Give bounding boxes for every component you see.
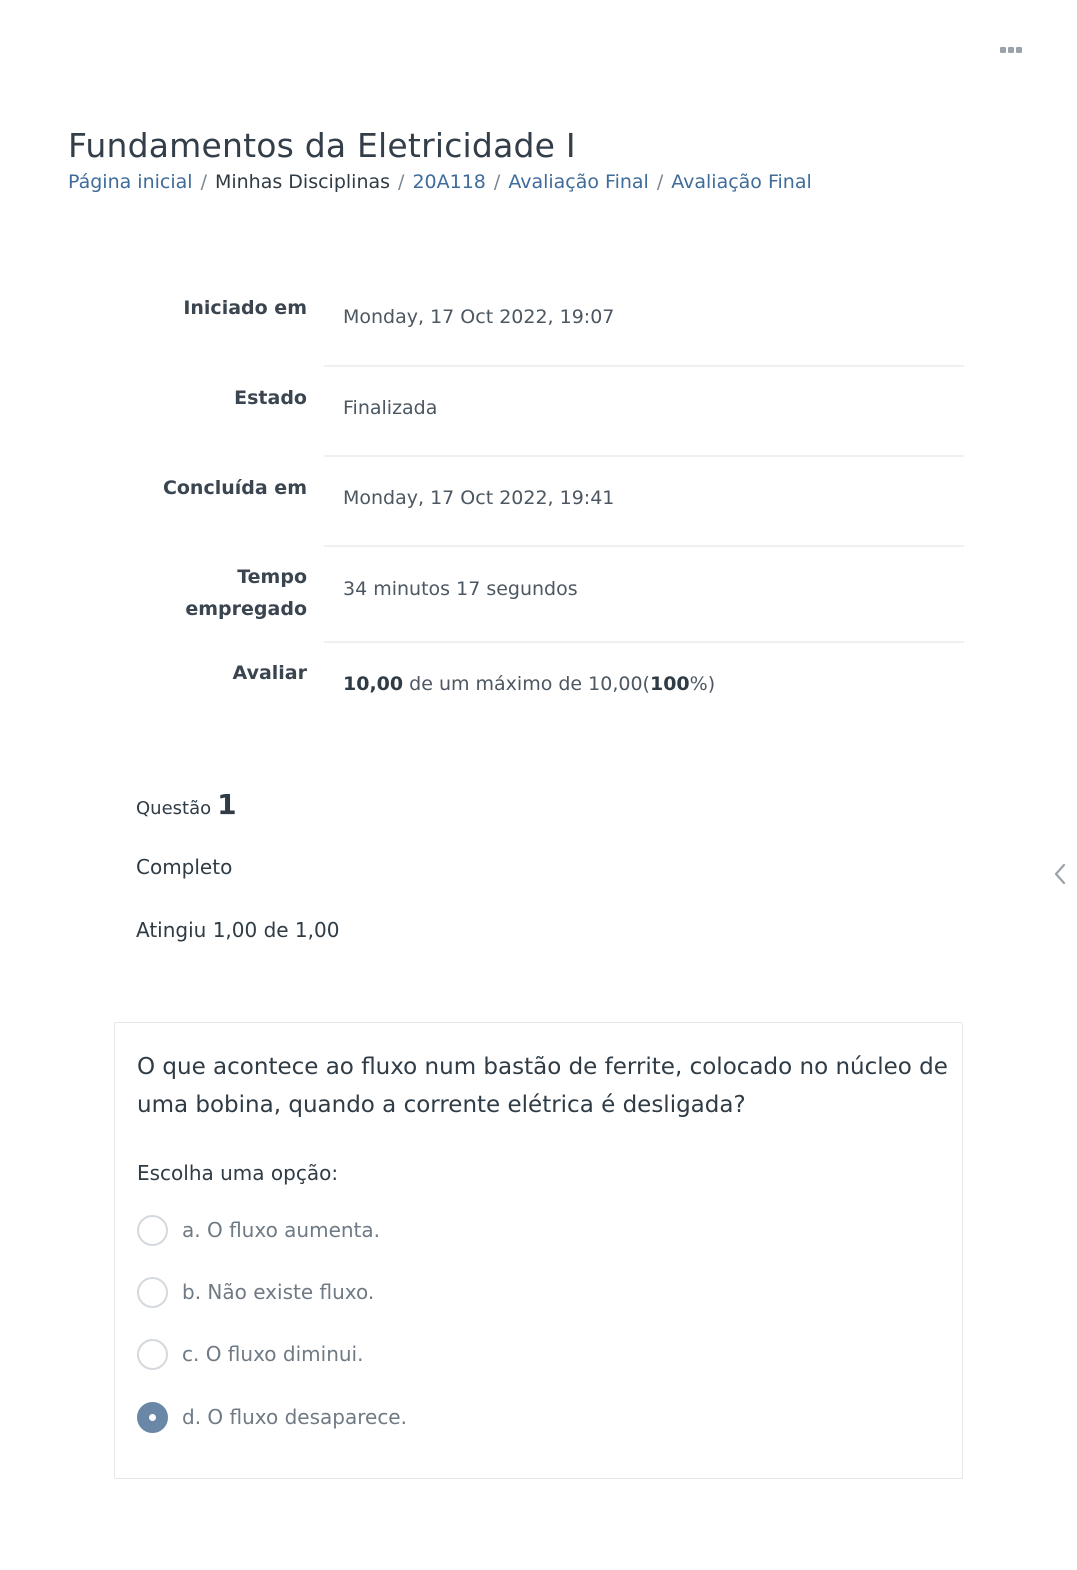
grade-percent: 100	[649, 673, 690, 695]
radio-button[interactable]	[137, 1215, 168, 1246]
breadcrumb-my-courses: Minhas Disciplinas	[214, 171, 391, 193]
breadcrumb-separator: /	[493, 171, 501, 193]
answer-option-c[interactable]	[137, 1338, 363, 1370]
answer-option-b[interactable]	[137, 1276, 374, 1308]
grade-value	[324, 643, 964, 733]
grade-label: Avaliar	[232, 662, 307, 684]
answer-option-label: b. Não existe fluxo.	[182, 1280, 375, 1304]
answer-option-label: a. O fluxo aumenta.	[182, 1218, 381, 1242]
completed-value: Monday, 17 Oct 2022, 19:41	[324, 457, 964, 547]
grade-middle: de um máximo de 10,00(	[403, 673, 650, 695]
started-value: Monday, 17 Oct 2022, 19:07	[324, 276, 964, 367]
grade-score: 10,00	[343, 673, 404, 695]
page-title: Fundamentos da Eletricidade I	[68, 126, 576, 165]
question-text: O que acontece ao fluxo num bastão de ferrite, colocado no núcleo de uma bobina, quando a corrente elétrica é desligada?	[137, 1054, 948, 1118]
question-number-value: 1	[217, 788, 237, 821]
time-label-line1: Tempo	[237, 566, 307, 588]
breadcrumb-separator: /	[398, 171, 405, 193]
question-number	[136, 788, 237, 821]
more-options-icon[interactable]	[1000, 44, 1024, 56]
started-label: Iniciado em	[183, 297, 307, 319]
more-dot	[1000, 47, 1006, 53]
answer-option-d[interactable]	[137, 1401, 407, 1433]
completed-label: Concluída em	[162, 477, 307, 499]
summary-row-time	[112, 547, 964, 643]
chevron-left-icon[interactable]	[1052, 862, 1068, 886]
breadcrumb-course[interactable]: 20A118	[412, 171, 486, 193]
state-label: Estado	[234, 387, 307, 409]
attempt-summary-table	[112, 276, 964, 733]
time-label	[112, 547, 324, 643]
summary-row-started	[112, 276, 964, 367]
summary-row-completed	[112, 457, 964, 547]
breadcrumb-separator: /	[200, 171, 207, 193]
more-dot	[1016, 47, 1022, 53]
breadcrumb-separator: /	[656, 171, 664, 193]
radio-button[interactable]	[137, 1339, 168, 1370]
answer-option-label: c. O fluxo diminui.	[182, 1342, 364, 1366]
breadcrumb-quiz[interactable]: Avaliação Final	[671, 171, 812, 193]
question-info	[136, 788, 340, 942]
question-label: Questão	[136, 798, 212, 819]
breadcrumb-section[interactable]: Avaliação Final	[508, 171, 649, 193]
answer-option-a[interactable]	[137, 1214, 380, 1246]
summary-row-grade	[112, 643, 964, 733]
choose-option-prompt: Escolha uma opção:	[137, 1161, 339, 1185]
question-card	[114, 1022, 963, 1479]
time-label-line2: empregado	[185, 598, 307, 620]
summary-row-state	[112, 367, 964, 457]
answer-option-label: d. O fluxo desaparece.	[182, 1405, 407, 1429]
radio-button[interactable]	[137, 1277, 168, 1308]
grade-end: %)	[689, 673, 716, 695]
more-dot	[1008, 47, 1014, 53]
time-value: 34 minutos 17 segundos	[324, 547, 964, 643]
question-state: Completo	[136, 855, 233, 879]
breadcrumb-home[interactable]: Página inicial	[68, 171, 193, 193]
state-value: Finalizada	[324, 367, 964, 457]
breadcrumb	[68, 171, 812, 193]
question-grade: Atingiu 1,00 de 1,00	[136, 918, 340, 942]
radio-button-selected[interactable]	[137, 1402, 168, 1433]
